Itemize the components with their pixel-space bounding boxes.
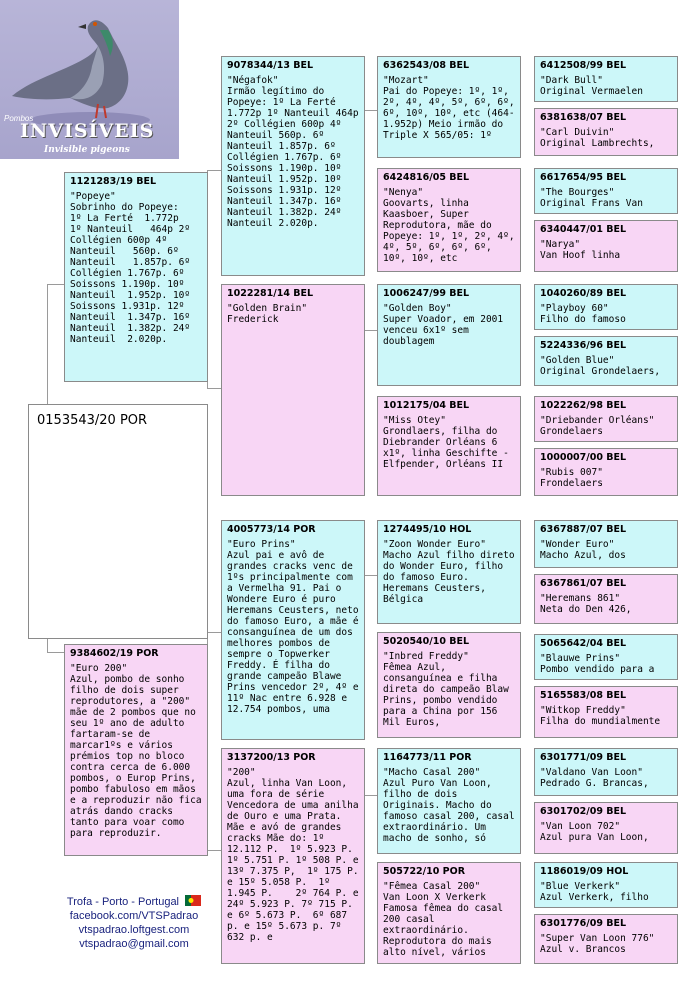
gen3-ring: 6362543/08 BEL	[383, 60, 470, 71]
gen3-text: Van Loon X Verkerk Famosa fêmea do casal 200 casal extraordinário. Reprodutora do mais alto nível, vários	[383, 892, 509, 958]
footer-facebook[interactable]: facebook.com/VTSPadrao	[69, 910, 199, 922]
gen4-box	[534, 862, 678, 908]
gen3-text: Fêmea Azul, consanguínea e filha direta do campeão Blaw Prins, pombo vendido para a China por 156 Mil Euros,	[383, 662, 515, 728]
gen4-ring: 1022262/98 BEL	[540, 400, 627, 411]
gen4-box	[534, 168, 678, 214]
gen3-text: Pai do Popeye: 1º, 1º, 2º, 4º, 4º, 5º, 6º, 6º, 6º, 10º, 10º, etc (464-1.952p) Meio irmão do Triple X 565/05: 1º	[383, 86, 521, 141]
gen4-text: Filho do famoso	[540, 314, 626, 325]
gen4-name: "Blauwe Prins"	[540, 653, 621, 664]
gen4-text: Original Grondelaers,	[540, 366, 661, 377]
gen4-ring: 6412508/99 BEL	[540, 60, 627, 71]
connector	[47, 284, 64, 285]
gen4-box	[534, 448, 678, 496]
gen4-text: Neta do Den 426,	[540, 604, 632, 615]
gen4-ring: 6367861/07 BEL	[540, 578, 627, 589]
gen3-text: Super Voador, em 2001 venceu 6x1º sem doublagem	[383, 314, 509, 347]
gen4-name: "Super Van Loon 776"	[540, 933, 655, 944]
gen4-text: Pedrado G. Brancas,	[540, 778, 649, 789]
gen4-box	[534, 284, 678, 330]
sire-box	[64, 172, 208, 382]
gen4-text: Azul pura Van Loon,	[540, 832, 649, 843]
gen3-name: "Zoon Wonder Euro"	[383, 539, 486, 550]
connector	[207, 388, 221, 389]
gen4-name: "Van Loon 702"	[540, 821, 621, 832]
gen3-ring: 505722/10 POR	[383, 866, 466, 877]
gen3-name: "Nenya"	[383, 187, 424, 198]
gen4-box	[534, 574, 678, 624]
gen4-text: Macho Azul, dos	[540, 550, 626, 561]
gen4-name: "Wonder Euro"	[540, 539, 615, 550]
gen4-name: "The Bourges"	[540, 187, 615, 198]
brand-logo	[0, 0, 179, 159]
gen4-text: Grondelaers	[540, 426, 603, 437]
great-grandparent-box	[377, 56, 521, 158]
connector	[207, 170, 221, 171]
grandparent-text: Azul pai e avô de grandes cracks venc de 1ºs principalmente com a Vermelha 91. Pai o Wondere Euro é puro Heremans Ceusters, neto do famoso Euro, a mãe é consanguínea de um dos melhores pombos de sempre o Topwerker Freddy. É filha do grande campeão Blawe Prins vencedor 2º, 4º e 11º Nac entre 6.928 e 12.754 pombos, uma	[227, 550, 365, 715]
gen4-box	[534, 336, 678, 386]
gen4-ring: 6617654/95 BEL	[540, 172, 627, 183]
grandparent-ring: 4005773/14 POR	[227, 524, 316, 535]
gen3-name: "Golden Boy"	[383, 303, 452, 314]
grandparent-ring: 1022281/14 BEL	[227, 288, 314, 299]
grandparent-text: Azul, linha Van Loon, uma fora de série Vencedora de uma anilha de Ouro e uma Prata. Mãe e avó de grandes cracks Mãe do: 1º 12.112 P. 1º 5.923 P. 1º 5.751 P. 1º 508 P. e 13º 7.375 P, 1º 175 P. e 15º 5.058 P. 1º 1.945 P. 2º 764 P. e 24º 5.923 P. 7º 715 P. e 6º 5.673 P. 6º 687 p. e 15º 5.673 p. 7º 632 p. e	[227, 778, 371, 943]
gen4-ring: 5165583/08 BEL	[540, 690, 627, 701]
grandparent-ring: 9078344/13 BEL	[227, 60, 314, 71]
dam-box	[64, 644, 208, 856]
gen4-ring: 6367887/07 BEL	[540, 524, 627, 535]
great-grandparent-box	[377, 168, 521, 272]
gen3-name: "Macho Casal 200"	[383, 767, 481, 778]
gen3-name: "Miss Otey"	[383, 415, 446, 426]
grandparent-name: "Euro Prins"	[227, 539, 296, 550]
connector	[207, 850, 221, 851]
gen4-name: "Narya"	[540, 239, 581, 250]
grandparent-name: "Négafok"	[227, 75, 279, 86]
gen3-name: "Inbred Freddy"	[383, 651, 469, 662]
grandparent-text: Frederick	[227, 314, 279, 325]
gen3-text: Goovarts, linha Kaasboer, Super Reprodutora, mãe do Popeye: 1º, 1º, 2º, 4º, 4º, 5º, 6º, 6º, 6º, 10º, 10º, etc	[383, 198, 521, 264]
great-grandparent-box	[377, 632, 521, 738]
dam-name: "Euro 200"	[70, 663, 128, 674]
grandparent-box	[221, 748, 371, 964]
gen4-box	[534, 520, 678, 568]
gen4-ring: 6340447/01 BEL	[540, 224, 627, 235]
grandparent-text: Irmão legítimo do Popeye: 1º La Ferté 1.772p 1º Nanteuil 464p 2º Collégien 600p 4º Nanteuil 560p. 6º Nanteuil 1.857p. 6º Collégien 1.767p. 6º Soissons 1.190p. 10º Nanteuil 1.952p. 10º Soissons 1.931p. 12º Nanteuil 1.347p. 16º Nanteuil 1.382p. 24º Nanteuil 2.020p.	[227, 86, 365, 229]
gen3-text: Macho Azul filho direto do Wonder Euro, filho do famoso Euro. Heremans Ceusters, Bélgica	[383, 550, 521, 605]
brand-small: Pombos	[4, 114, 34, 123]
sire-text: Sobrinho do Popeye: 1º La Ferté 1.772p 1º Nanteuil 464p 2º Collégien 600p 4º Nanteuil 560p. 6º Nanteuil 1.857p. 6º Collégien 1.767p. 6º Soissons 1.190p. 10º Nanteuil 1.952p. 10º Soissons 1.931p. 12º Nanteuil 1.347p. 16º Nanteuil 1.382p. 24º Nanteuil 2.020p.	[70, 202, 191, 345]
grandparent-box	[221, 56, 365, 276]
portugal-flag-icon	[185, 895, 201, 906]
gen4-ring: 6301776/09 BEL	[540, 918, 627, 929]
gen4-text: Original Lambrechts,	[540, 138, 655, 149]
gen4-name: "Carl Duivin"	[540, 127, 615, 138]
gen4-ring: 6301702/09 BEL	[540, 806, 627, 817]
gen4-box	[534, 748, 678, 796]
gen4-ring: 5065642/04 BEL	[540, 638, 627, 649]
gen3-ring: 6424816/05 BEL	[383, 172, 470, 183]
gen4-name: "Dark Bull"	[540, 75, 603, 86]
gen3-ring: 1006247/99 BEL	[383, 288, 470, 299]
gen4-name: "Playboy 60"	[540, 303, 609, 314]
connector	[364, 110, 377, 111]
grandparent-box	[221, 520, 365, 740]
connector	[207, 632, 221, 633]
sire-ring: 1121283/19 BEL	[70, 176, 157, 187]
gen4-ring: 6381638/07 BEL	[540, 112, 627, 123]
great-grandparent-box	[377, 520, 521, 624]
gen3-ring: 5020540/10 BEL	[383, 636, 470, 647]
great-grandparent-box	[377, 748, 521, 854]
gen4-text: Frondelaers	[540, 478, 603, 489]
gen3-ring: 1012175/04 BEL	[383, 400, 470, 411]
gen4-box	[534, 634, 678, 680]
gen4-ring: 1000007/00 BEL	[540, 452, 627, 463]
gen4-ring: 1186019/09 HOL	[540, 866, 629, 877]
gen3-text: Grondlaers, filha do Diebrander Orléans 6 x1º, linha Geschifte - Elfpender, Orléans II	[383, 426, 515, 470]
gen4-text: Filha do mundialmente	[540, 716, 661, 727]
gen4-ring: 1040260/89 BEL	[540, 288, 627, 299]
grandparent-ring: 3137200/13 POR	[227, 752, 316, 763]
sire-name: "Popeye"	[70, 191, 116, 202]
gen4-box	[534, 914, 678, 964]
gen4-name: "Valdano Van Loon"	[540, 767, 643, 778]
footer-website[interactable]: vtspadrao.loftgest.com	[78, 924, 190, 936]
connector	[364, 575, 377, 576]
gen4-name: "Heremans 861"	[540, 593, 621, 604]
gen4-text: Original Frans Van	[540, 198, 643, 209]
gen4-text: Original Vermaelen	[540, 86, 643, 97]
gen4-box	[534, 220, 678, 272]
connector	[364, 795, 377, 796]
gen4-name: "Rubis 007"	[540, 467, 603, 478]
subject-ring: 0153543/20 POR	[37, 413, 148, 428]
great-grandparent-box	[377, 396, 521, 496]
great-grandparent-box	[377, 284, 521, 386]
gen3-name: "Fêmea Casal 200"	[383, 881, 481, 892]
gen4-box	[534, 686, 678, 738]
gen4-text: Azul v. Brancos	[540, 944, 626, 955]
footer-location-text: Trofa - Porto - Portugal	[66, 896, 180, 908]
gen3-text: Azul Puro Van Loon, filho de dois Originais. Macho do famoso casal 200, casal extraordinário. Um macho de sonho, só	[383, 778, 521, 844]
footer-location	[50, 895, 218, 909]
grandparent-name: "200"	[227, 767, 256, 778]
gen4-name: "Driebander Orléans"	[540, 415, 655, 426]
gen4-text: Van Hoof linha	[540, 250, 621, 261]
grandparent-name: "Golden Brain"	[227, 303, 308, 314]
gen4-name: "Witkop Freddy"	[540, 705, 626, 716]
grandparent-box	[221, 284, 365, 496]
great-grandparent-box	[377, 862, 521, 964]
gen3-ring: 1274495/10 HOL	[383, 524, 472, 535]
gen4-box	[534, 396, 678, 442]
footer-email[interactable]: vtspadrao@gmail.com	[79, 938, 189, 950]
gen4-box	[534, 802, 678, 854]
dam-text: Azul, pombo de sonho filho de dois super reprodutores, a "200" mãe de 2 pombos que no seu 1º ano de adulto fartaram-se de marcar1ºs e vários prémios top no bloco contra cerca de 6.000 pombos, o Europ Prins, pombo fabuloso em mãos e a reproduzir não fica atrás dando cracks tanto para voar como para reproduzir.	[70, 674, 208, 839]
gen4-ring: 6301771/09 BEL	[540, 752, 627, 763]
gen4-box	[534, 56, 678, 102]
brand-title: INVISÍVEIS	[20, 120, 155, 142]
brand-subtitle: Invisible pigeons	[44, 145, 130, 155]
gen3-name: "Mozart"	[383, 75, 429, 86]
gen4-name: "Golden Blue"	[540, 355, 615, 366]
dam-ring: 9384602/19 POR	[70, 648, 159, 659]
gen4-ring: 5224336/96 BEL	[540, 340, 627, 351]
gen3-ring: 1164773/11 POR	[383, 752, 472, 763]
gen4-text: Azul Verkerk, filho	[540, 892, 649, 903]
gen4-name: "Blue Verkerk"	[540, 881, 621, 892]
connector	[47, 652, 64, 653]
gen4-box	[534, 108, 678, 156]
subject-box	[28, 404, 208, 639]
connector	[364, 330, 377, 331]
gen4-text: Pombo vendido para a	[540, 664, 655, 675]
